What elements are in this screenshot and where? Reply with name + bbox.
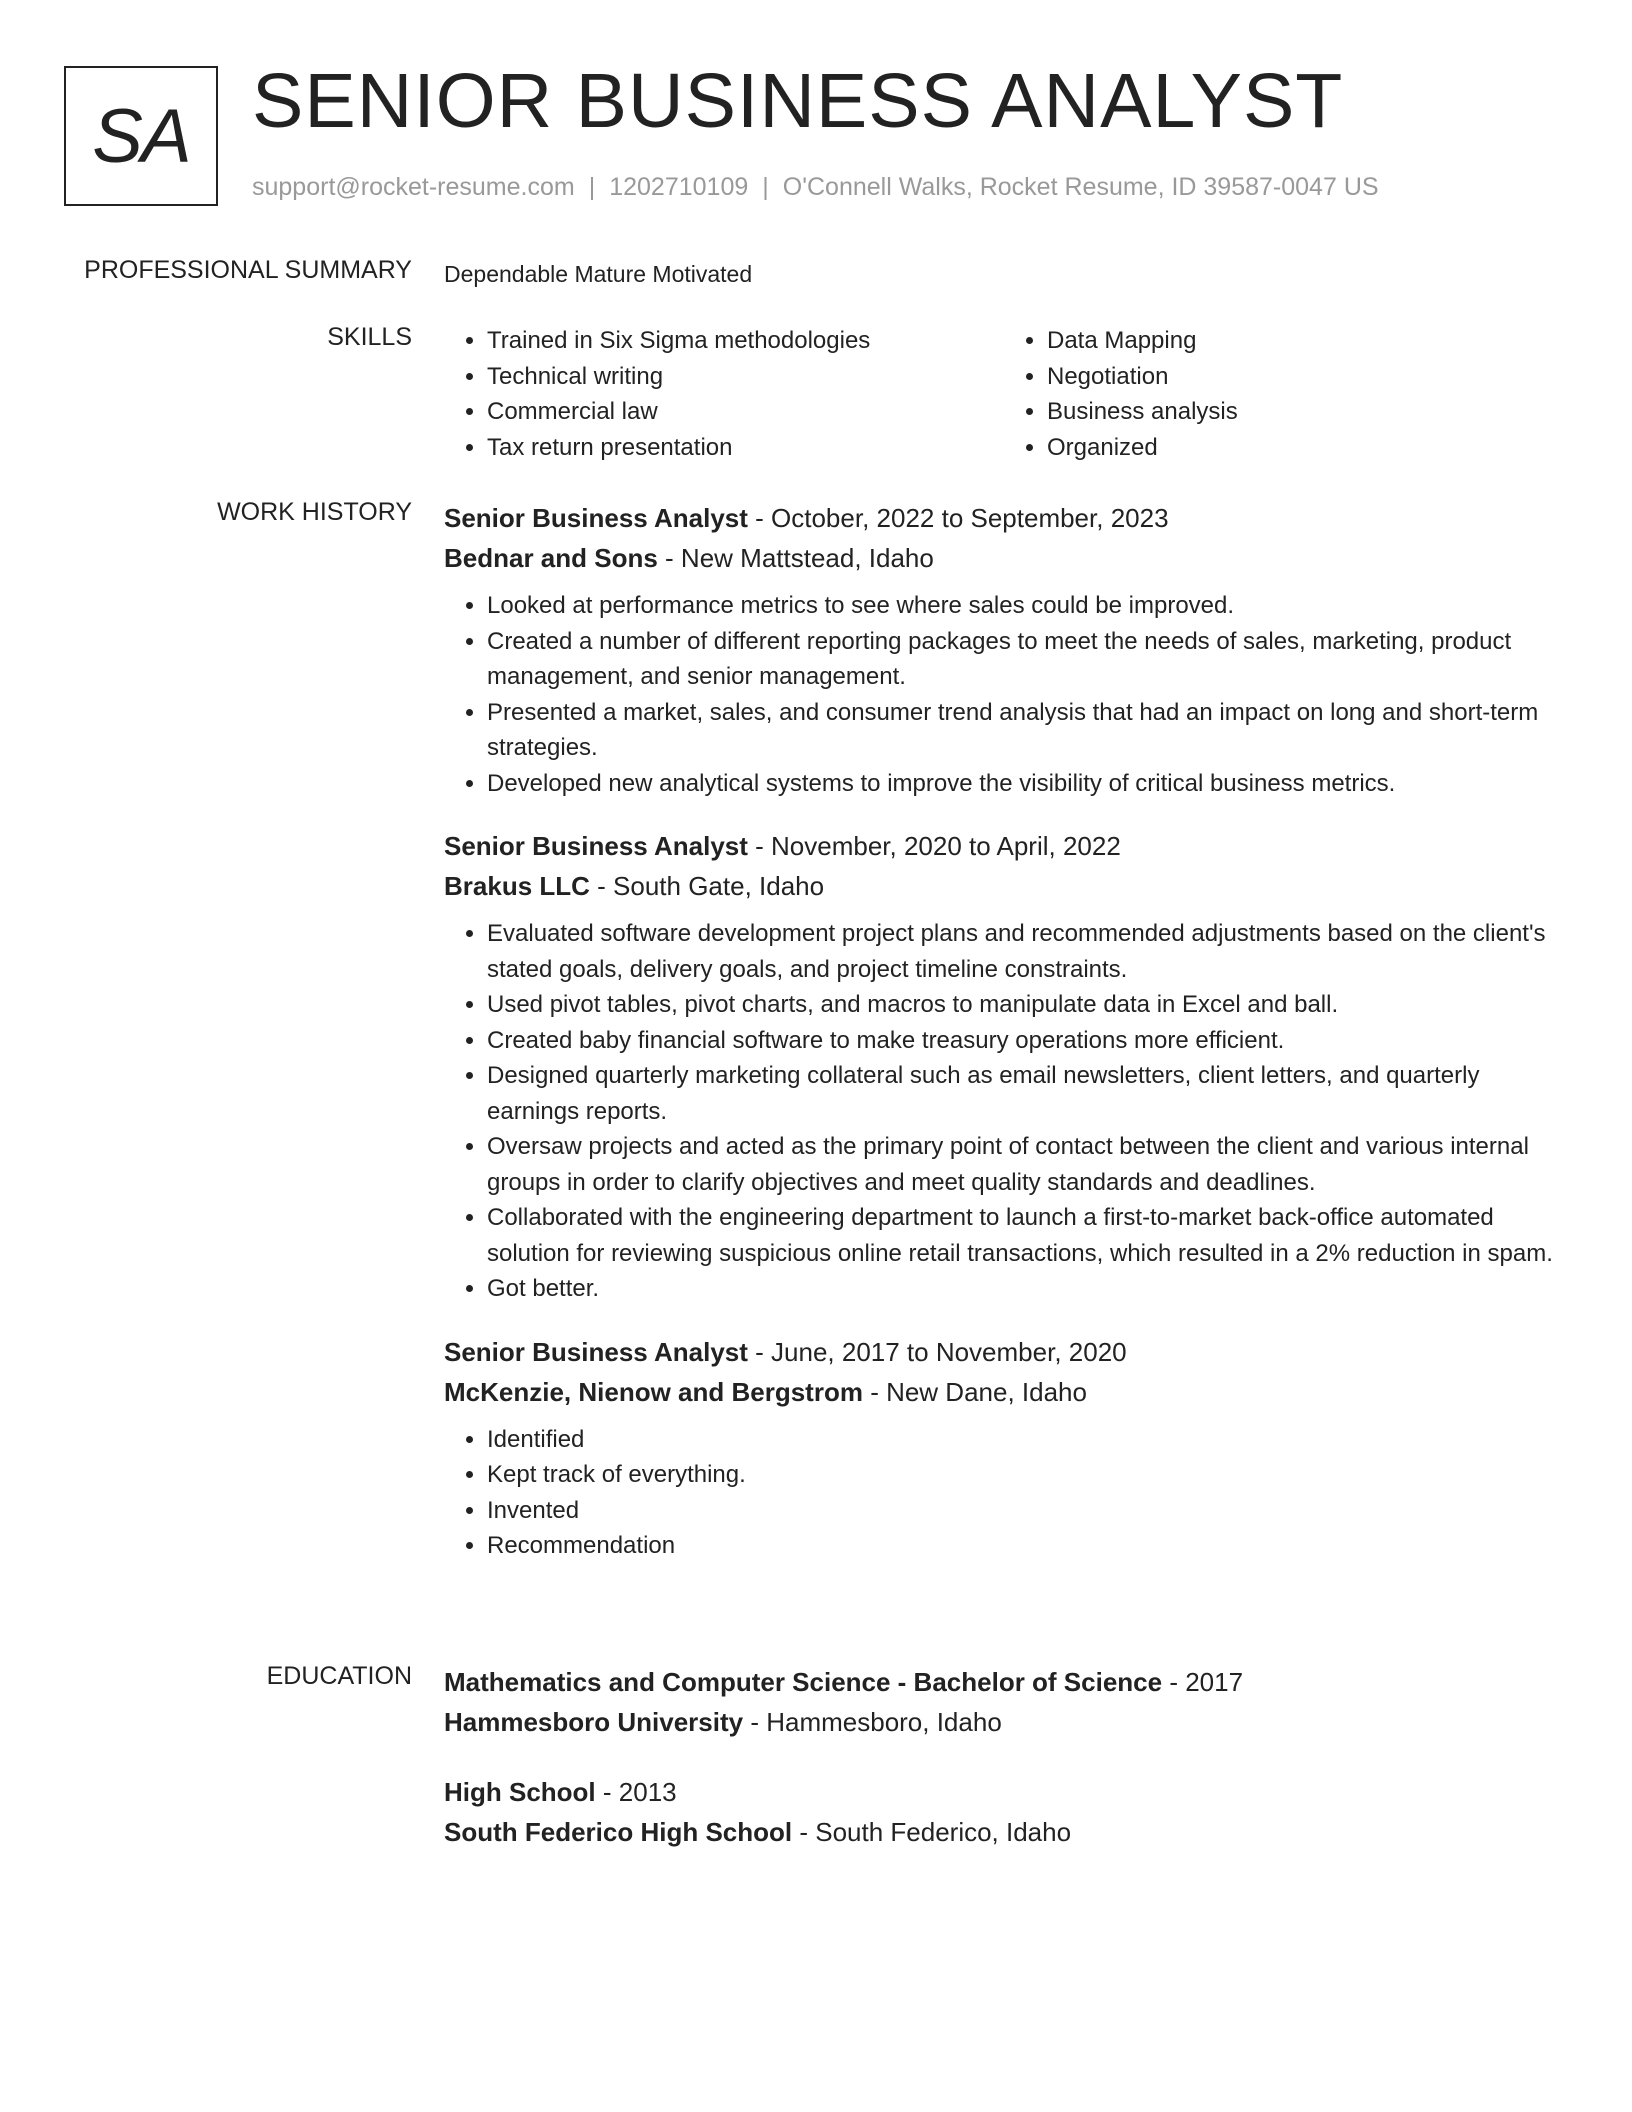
job-bullet: • Oversaw projects and acted as the primary point of contact between the client and various internal groups in order to clarify objectives and meet quality standards and deadlines.	[487, 1129, 1564, 1200]
education-degree: Mathematics and Computer Science - Bachelor of Science	[444, 1667, 1163, 1697]
skill-item: • Trained in Six Sigma methodologies	[487, 323, 1004, 359]
job-bullet: • Looked at performance metrics to see where sales could be improved.	[487, 588, 1564, 624]
monogram-badge	[64, 66, 218, 206]
monogram-initials: SA	[92, 93, 190, 179]
job-title-line	[444, 1332, 1564, 1372]
contact-separator: |	[762, 173, 769, 201]
job-bullet: • Got better.	[487, 1271, 1564, 1307]
job-company: McKenzie, Nienow and Bergstrom	[444, 1376, 863, 1407]
section-label-summary: PROFESSIONAL SUMMARY	[84, 256, 412, 284]
skill-item: • Tax return presentation	[487, 430, 1004, 466]
job-bullet: • Recommendation	[487, 1528, 1564, 1564]
skill-item: • Negotiation	[1047, 359, 1564, 395]
education-year: - 2013	[595, 1777, 677, 1807]
job-bullets	[444, 1422, 1564, 1564]
education-school-line	[444, 1702, 1564, 1742]
section-label-work-history: WORK HISTORY	[217, 498, 412, 526]
education-school: Hammesboro University	[444, 1707, 744, 1737]
skills-columns	[444, 323, 1564, 465]
job-company: Brakus LLC	[444, 871, 590, 901]
job-bullets	[444, 916, 1564, 1307]
skill-item: • Business analysis	[1047, 394, 1564, 430]
skills-list-right	[1004, 323, 1564, 465]
job-bullet: • Invented	[487, 1493, 1564, 1529]
job-bullet: • Developed new analytical systems to improve the visibility of critical business metrics.	[487, 766, 1564, 802]
summary-text: Dependable Mature Motivated	[444, 261, 753, 287]
job-title-line	[444, 498, 1564, 538]
job-bullet: • Used pivot tables, pivot charts, and macros to manipulate data in Excel and ball.	[487, 987, 1564, 1023]
education-school-line	[444, 1812, 1564, 1852]
job-title-line	[444, 826, 1564, 866]
job-bullet: • Evaluated software development project plans and recommended adjustments based on the client's stated goals, delivery goals, and project timeline constraints.	[487, 916, 1564, 987]
job-bullets	[444, 588, 1564, 801]
skill-item: • Commercial law	[487, 394, 1004, 430]
job-bullet: • Designed quarterly marketing collateral such as email newsletters, client letters, and quarterly earnings reports.	[487, 1058, 1564, 1129]
contact-email[interactable]: support@rocket-resume.com	[252, 173, 575, 201]
job-bullet: • Created a number of different reporting packages to meet the needs of sales, marketing, product management, and senior management.	[487, 624, 1564, 695]
job-title: Senior Business Analyst	[444, 831, 748, 861]
job-location: - South Gate, Idaho	[589, 871, 825, 901]
job-company-line	[444, 866, 1564, 906]
job-entry	[444, 1332, 1564, 1564]
skill-item: • Data Mapping	[1047, 323, 1564, 359]
education-school: South Federico High School	[444, 1817, 793, 1847]
education-location: - South Federico, Idaho	[792, 1817, 1072, 1847]
section-label-education: EDUCATION	[266, 1662, 412, 1690]
job-title: Senior Business Analyst	[444, 1336, 748, 1367]
job-dates: - October, 2022 to September, 2023	[747, 503, 1169, 533]
job-dates: - June, 2017 to November, 2020	[747, 1336, 1127, 1367]
education-entry	[444, 1662, 1564, 1742]
skill-item: • Organized	[1047, 430, 1564, 466]
skill-item: • Technical writing	[487, 359, 1004, 395]
education-degree-line	[444, 1662, 1564, 1702]
section-label-skills: SKILLS	[327, 323, 412, 351]
job-entry	[444, 498, 1564, 801]
job-entry	[444, 826, 1564, 1307]
job-dates: - November, 2020 to April, 2022	[747, 831, 1121, 861]
job-company-line	[444, 1372, 1564, 1412]
job-location: - New Dane, Idaho	[862, 1376, 1087, 1407]
job-bullet: • Kept track of everything.	[487, 1457, 1564, 1493]
education-degree: High School	[444, 1777, 596, 1807]
education-entry	[444, 1772, 1564, 1852]
skills-list-left	[444, 323, 1004, 465]
contact-phone[interactable]: 1202710109	[609, 173, 749, 201]
contact-address: O'Connell Walks, Rocket Resume, ID 39587-0047 US	[782, 173, 1379, 201]
contact-separator: |	[588, 173, 596, 201]
job-location: - New Mattstead, Idaho	[657, 543, 934, 573]
education-degree-line	[444, 1772, 1564, 1812]
resume-title: SENIOR BUSINESS ANALYST	[252, 58, 1344, 144]
education-year: - 2017	[1162, 1667, 1244, 1697]
education-location: - Hammesboro, Idaho	[743, 1707, 1002, 1737]
job-company: Bednar and Sons	[444, 543, 658, 573]
job-company-line	[444, 538, 1564, 578]
job-title: Senior Business Analyst	[444, 503, 748, 533]
job-bullet: • Collaborated with the engineering department to launch a first-to-market back-office automated solution for reviewing suspicious online retail transactions, which resulted in a 2% reduction in spam.	[487, 1200, 1564, 1271]
job-bullet: • Created baby financial software to make treasury operations more efficient.	[487, 1023, 1564, 1059]
job-bullet: • Presented a market, sales, and consumer trend analysis that had an impact on long and short-term strategies.	[487, 695, 1564, 766]
contact-line	[252, 173, 1379, 202]
job-bullet: • Identified	[487, 1422, 1564, 1458]
